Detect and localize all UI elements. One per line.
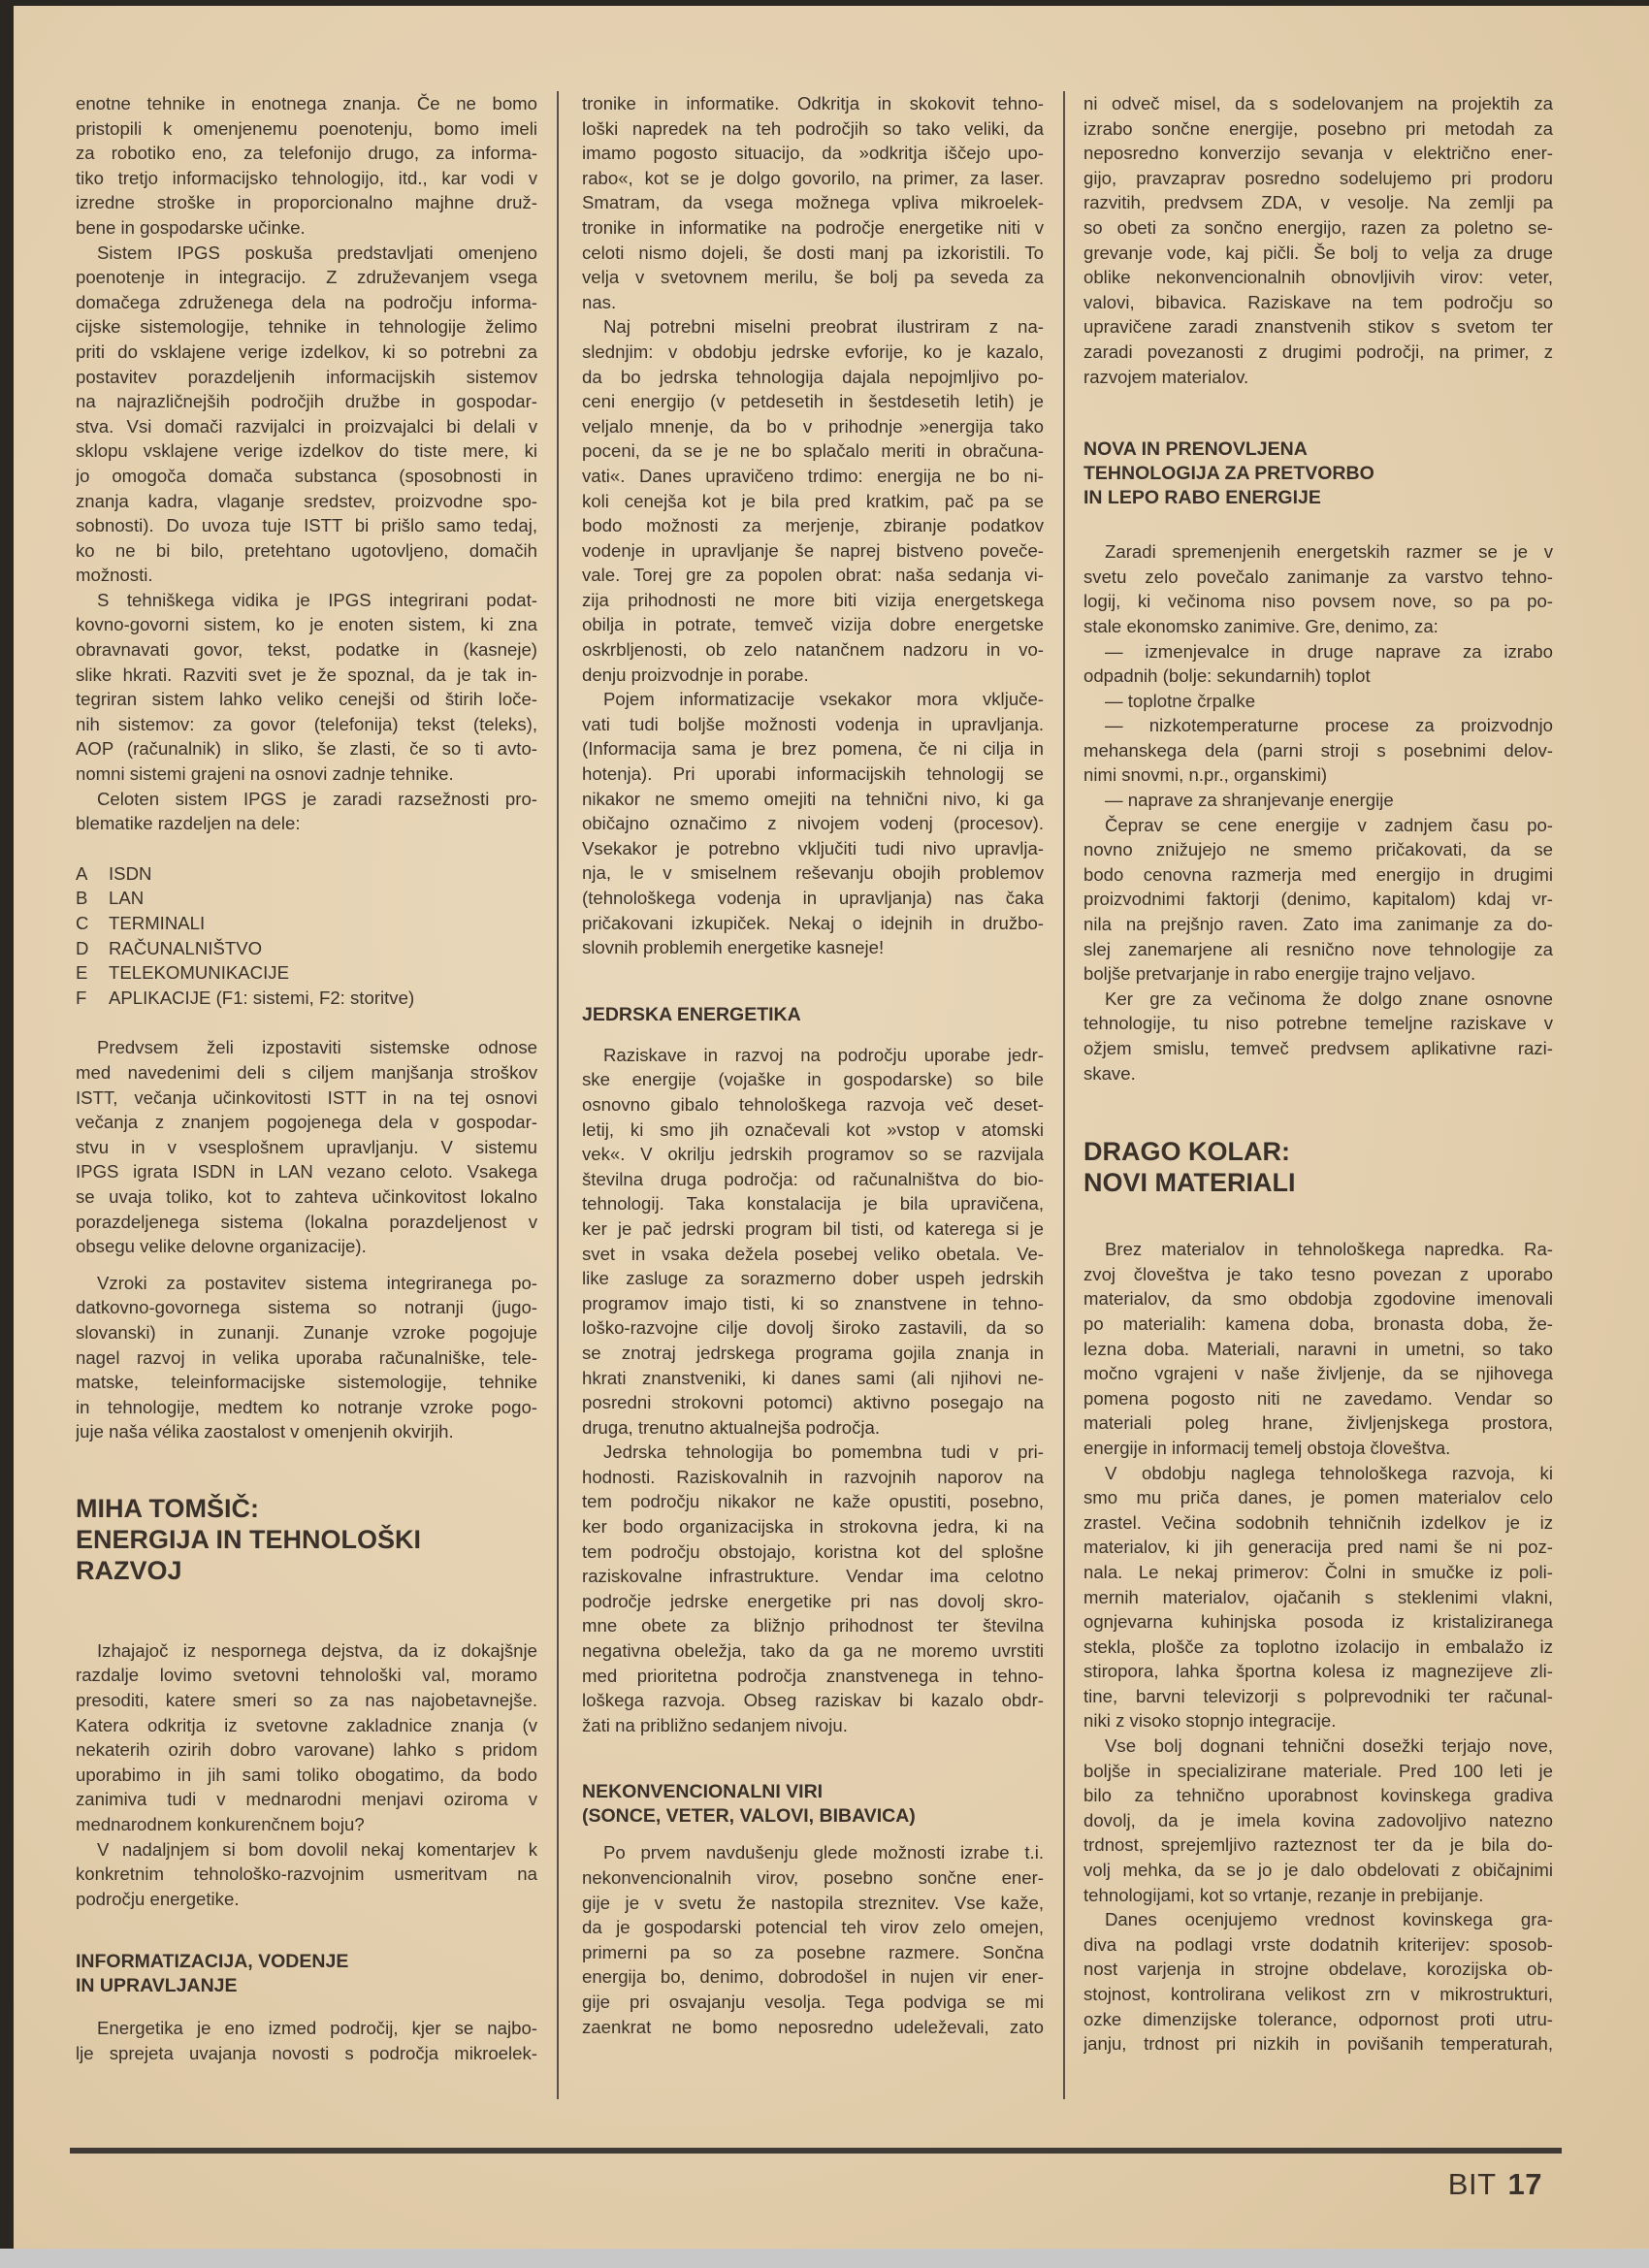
text-line: nih sistemov: za govor (telefonija) tekst (teleks), bbox=[76, 713, 537, 734]
heading-line: NOVI MATERIALI bbox=[1083, 1168, 1296, 1198]
text-line: Sistem IPGS poskuša predstavljati omenjeno bbox=[97, 242, 537, 263]
section-heading-informatizacija bbox=[76, 1950, 537, 1998]
paragraph bbox=[76, 787, 537, 836]
text-line: presoditi, katere smeri so za nas najobetavnejše. bbox=[76, 1690, 537, 1711]
text-line: osnovno gibalo tehnološkega razvoja več deset- bbox=[582, 1093, 1044, 1115]
text-line: nekaterih ozirih dobro varovane) lahko s pridom bbox=[76, 1739, 537, 1761]
text-line: — izmenjevalce in druge naprave za izrabo bbox=[1105, 640, 1553, 662]
text-line: vodenje in upravljanje še naprej bistveno poveče- bbox=[582, 539, 1044, 561]
list-text: TELEKOMUNIKACIJE bbox=[109, 962, 289, 984]
text-line: obilja in potrate, temveč vizija dobre energetske bbox=[582, 614, 1044, 635]
text-line: možnosti. bbox=[76, 565, 153, 586]
section-heading-jedrska bbox=[582, 1003, 1044, 1027]
text-line: stiropora, lahka športna kolesa iz magnezijeve zli- bbox=[1083, 1661, 1553, 1682]
text-line: Naj potrebni miselni preobrat ilustriram z na- bbox=[603, 316, 1044, 338]
text-line: za robotiko eno, za telefonijo drugo, za informa- bbox=[76, 143, 537, 164]
text-line: energije in informacij temelj obstoja človeštva. bbox=[1083, 1437, 1451, 1458]
text-line: tehnologij. Taka konstalacija je bila upravičena, bbox=[582, 1193, 1044, 1215]
text-line: slej zanemarjene ali resnično nove tehnologije za bbox=[1083, 938, 1553, 959]
heading-line: NEKONVENCIONALNI VIRI bbox=[582, 1781, 824, 1803]
text-line: diva na podlagi vrste dodatnih kriterijev: sposob- bbox=[1083, 1933, 1553, 1955]
paragraph bbox=[1083, 1907, 1553, 2057]
text-line: znanja kadra, vlaganje sredstev, proizvodne spo- bbox=[76, 490, 537, 511]
text-line: — nizkotemperaturne procese za proizvodnjo bbox=[1105, 715, 1553, 736]
list-text: TERMINALI bbox=[109, 913, 206, 933]
paragraph bbox=[582, 1440, 1044, 1737]
paragraph bbox=[76, 91, 537, 241]
text-line: ožjem smislu, temveč predvsem aplikativne razi- bbox=[1083, 1038, 1553, 1058]
text-line: Po prvem navdušenju glede možnosti izrabe t.i. bbox=[603, 1842, 1044, 1863]
paragraph bbox=[76, 2016, 537, 2065]
article-heading-tomsic bbox=[76, 1493, 537, 1586]
text-line: stva. Vsi domači razvijalci in proizvajalci bi delali v bbox=[76, 415, 537, 437]
text-line: postavitev porazdeljenih informacijskih sistemov bbox=[76, 366, 537, 387]
text-line: močno vgrajeni v naše življenje, da se njihovega bbox=[1083, 1363, 1553, 1384]
paragraph bbox=[1083, 813, 1553, 987]
text-line: gije je v svetu že nastopila streznitev. Vse kaže, bbox=[582, 1892, 1044, 1913]
text-line: odpadnih (bolje: sekundarnih) toplot bbox=[1083, 665, 1371, 687]
article-heading-kolar bbox=[1083, 1136, 1553, 1198]
text-line: področje jedrske energetike pri nas dovolj skro- bbox=[582, 1590, 1044, 1611]
text-line: Pojem informatizacije vsekakor mora vključe- bbox=[603, 689, 1044, 710]
text-line: Energetika je eno izmed področij, kjer se najbo- bbox=[97, 2018, 537, 2039]
text-line: mednarodnem konkurenčnem boju? bbox=[76, 1814, 365, 1835]
text-line: pomena pogosto niti ne zavedamo. Vendar so bbox=[1083, 1387, 1553, 1409]
text-line: S tehniškega vidika je IPGS integrirani podat- bbox=[97, 589, 537, 610]
text-line: konkretnim tehnološko-razvojnim usmeritvam na bbox=[76, 1863, 537, 1885]
text-line: zaradi povezanosti z drugimi področji, na primer, z bbox=[1083, 340, 1553, 362]
paragraph bbox=[76, 1837, 537, 1912]
text-line: programov imajo tisti, ki so znanstvene in tehno- bbox=[582, 1292, 1044, 1313]
paragraph bbox=[582, 687, 1044, 960]
list-letter: F bbox=[76, 987, 87, 1008]
list-item bbox=[76, 986, 537, 1011]
text-line: IPGS igrata ISDN in LAN vezano celoto. Vsakega bbox=[76, 1161, 537, 1183]
text-line: vati«. Danes upravičeno trdimo: energija ne bo ni- bbox=[582, 465, 1044, 486]
text-line: bodo cenovna razmerja med energijo in drugimi bbox=[1083, 863, 1553, 885]
heading-line: JEDRSKA ENERGETIKA bbox=[582, 1003, 801, 1025]
heading-line: TEHNOLOGIJA ZA PRETVORBO bbox=[1083, 463, 1374, 485]
text-line: nja, le v smiselnem reševanju obojih problemov bbox=[582, 862, 1044, 884]
heading-line: IN UPRAVLJANJE bbox=[76, 1975, 238, 1997]
text-line: ni odveč misel, da s sodelovanjem na projektih za bbox=[1083, 93, 1553, 113]
text-line: koli cenejša kot je bila pred kratkim, pač pa se bbox=[582, 490, 1044, 511]
text-line: loško-razvojne cilje dovolj široko zastavili, da so bbox=[582, 1317, 1044, 1339]
text-line: materialov, ki jih generacija pred nami še ni poz- bbox=[1083, 1537, 1553, 1558]
text-line: poceni, da se je ne bo splačalo meriti in obračuna- bbox=[582, 440, 1044, 462]
page-number: 17 bbox=[1507, 2167, 1542, 2201]
list-letter: C bbox=[76, 913, 89, 933]
text-line: primerni pa so za posebne razmere. Sončna bbox=[582, 1941, 1044, 1962]
heading-line: INFORMATIZACIJA, VODENJE bbox=[76, 1951, 349, 1973]
text-line: nila na prejšnjo raven. Zato ima zanimanje za do- bbox=[1083, 914, 1553, 935]
column-2 bbox=[582, 91, 1044, 2039]
text-line: like zasluge za sorazmerno dober uspeh jedrskih bbox=[582, 1268, 1044, 1289]
text-line: Raziskave in razvoj na področju uporabe jedr- bbox=[603, 1044, 1044, 1065]
list-text: RAČUNALNIŠTVO bbox=[109, 937, 263, 958]
paragraph bbox=[1083, 1461, 1553, 1734]
text-line: se uvaja toliko, kot to zahteva učinkovitost lokalno bbox=[76, 1185, 537, 1207]
text-line: logij, ki večinoma niso povsem nove, so pa po- bbox=[1083, 591, 1553, 612]
text-line: energija bo, denimo, dobrodošel in nujen vir ener- bbox=[582, 1966, 1044, 1988]
text-line: Čeprav se cene energije v zadnjem času po- bbox=[1105, 814, 1553, 835]
text-line: tine, barvni televizorji s polprevodniki ter računal- bbox=[1083, 1685, 1553, 1706]
text-line: ker bodo organizacijska in strokovna jedra, ki na bbox=[582, 1516, 1044, 1538]
footer-rule bbox=[70, 2148, 1562, 2154]
paragraph bbox=[582, 314, 1044, 687]
text-line: večanja z znanjem pogojenega dela v gospodar- bbox=[76, 1112, 537, 1133]
list-letter: A bbox=[76, 862, 88, 884]
page-folio bbox=[1448, 2167, 1542, 2202]
text-line: Smatram, da vsega možnega vpliva mikroelek- bbox=[582, 192, 1044, 213]
list-letter: E bbox=[76, 962, 88, 984]
text-line: boljše pretvarjanje in rabo energije trajno veljavo. bbox=[1083, 963, 1476, 985]
text-line: ker je pač jedrski program bil tisti, od katerega si je bbox=[582, 1217, 1044, 1239]
text-line: niki z visoko stopnjo integracije. bbox=[1083, 1710, 1337, 1732]
list-text: LAN bbox=[109, 888, 145, 909]
text-line: da je gospodarski potencial teh virov zelo omejen, bbox=[582, 1917, 1044, 1938]
text-line: gijo, pravzaprav posredno sodelujemo pri prodoru bbox=[1083, 167, 1553, 188]
text-line: raziskovalne infrastrukture. Vendar ima celotno bbox=[582, 1566, 1044, 1587]
heading-line: RAZVOJ bbox=[76, 1555, 182, 1585]
text-line: obravnavati govor, tekst, podatke in (kasneje) bbox=[76, 639, 537, 661]
text-line: tiko tretjo informacijsko tehnologijo, itd., kar vodi v bbox=[76, 167, 537, 188]
magazine-page bbox=[14, 6, 1649, 2254]
text-line: proizvodnimi faktorji (denimo, kapitalom) kdaj vr- bbox=[1083, 889, 1553, 910]
heading-line: IN LEPO RABO ENERGIJE bbox=[1083, 487, 1321, 509]
text-line: med prioritetna področja znanstvenega in tehno- bbox=[582, 1665, 1044, 1686]
text-line: bodo možnosti za merjenje, zbiranje podatkov bbox=[582, 515, 1044, 536]
text-line: slednjim: v obdobju jedrske evforije, ko je kazalo, bbox=[582, 340, 1044, 362]
text-line: loški napredek na teh področjih so tako veliki, da bbox=[582, 117, 1044, 139]
text-line: datkovno-govornega sistema so notranji (jugo- bbox=[76, 1297, 537, 1318]
heading-line: NOVA IN PRENOVLJENA bbox=[1083, 438, 1308, 461]
text-line: ko ne bi bilo, pretehtano ugotovljeno, domačih bbox=[76, 539, 537, 561]
text-line: volj mehka, da se jo je dalo obdelovati z običajnimi bbox=[1083, 1860, 1553, 1881]
text-line: zvoj človeštva je tako tesno povezan z uporabo bbox=[1083, 1263, 1553, 1284]
paragraph bbox=[582, 91, 1044, 314]
paragraph bbox=[1083, 539, 1553, 638]
section-heading-nekonvencionalni bbox=[582, 1780, 1044, 1829]
text-line: matske, teleinformacijske sistemologije, tehnike bbox=[76, 1372, 537, 1393]
text-line: žati na približno sedanjem nivoju. bbox=[582, 1714, 848, 1735]
text-line: celoti nismo dojeli, še dosti manj pa izkoristili. To bbox=[582, 242, 1044, 263]
list-text: ISDN bbox=[109, 862, 152, 884]
text-line: Zaradi spremenjenih energetskih razmer se je v bbox=[1105, 541, 1553, 563]
text-line: materialov, da smo obdobja zgodovine imenovali bbox=[1083, 1288, 1553, 1310]
dash-list-item bbox=[1083, 639, 1553, 689]
text-line: valovi, bibavica. Raziskave na tem področju so bbox=[1083, 291, 1553, 312]
text-line: druga, trenutno aktualnejša področja. bbox=[582, 1416, 881, 1438]
text-line: mne obete za bližnjo prihodnost ter številna bbox=[582, 1615, 1044, 1636]
list-item bbox=[76, 936, 537, 961]
text-line: ske energije (vojaške in gospodarske) so bile bbox=[582, 1069, 1044, 1090]
text-line: razvojem materialov. bbox=[1083, 366, 1249, 387]
text-line: letij, ki smo jih označevali kot »vstop v atomski bbox=[582, 1118, 1044, 1140]
text-line: janju, trdnost pri nizkih in povišanih temperaturah, bbox=[1083, 2033, 1553, 2055]
text-line: in tehnologije, medtem ko notranje vzroke pogo- bbox=[76, 1396, 537, 1417]
parts-list bbox=[76, 861, 537, 1011]
text-line: lezna doba. Materiali, naravni in umetni, so tako bbox=[1083, 1338, 1553, 1359]
text-line: razvitih, predvsem ZDA, v vesolje. Na zemlji pa bbox=[1083, 192, 1553, 213]
paragraph bbox=[76, 1638, 537, 1837]
text-line: na najrazličnejših področjih družbe in gospodar- bbox=[76, 391, 537, 412]
text-line: skave. bbox=[1083, 1062, 1136, 1084]
text-line: denju proizvodnje in porabe. bbox=[582, 664, 809, 685]
text-line: številna druga področja: od računalništva do bio- bbox=[582, 1168, 1044, 1189]
text-line: izredne stroške in proporcionalno majhne druž- bbox=[76, 192, 537, 213]
text-line: — toplotne črpalke bbox=[1105, 690, 1256, 711]
text-line: tehnologije, tu niso potrebne temeljne raziskave v bbox=[1083, 1013, 1553, 1034]
text-line: običajno označimo z nivojem vodenj (procesov). bbox=[582, 813, 1044, 834]
text-line: nomni sistemi grajeni na osnovi zadnje tehnike. bbox=[76, 763, 454, 785]
text-line: nas. bbox=[582, 291, 617, 312]
paragraph bbox=[76, 1271, 537, 1444]
scan-background bbox=[0, 2249, 1649, 2268]
text-line: Vsekakor je potrebno vključiti tudi nivo upravlja- bbox=[582, 837, 1044, 859]
text-line: slovnih problemih energetike kasneje! bbox=[582, 937, 885, 958]
text-line: zaenkrat ne bomo neposredno udeleževali, zato bbox=[582, 2016, 1044, 2037]
text-line: tem področju nikakor ne kaže opustiti, posebno, bbox=[582, 1491, 1044, 1512]
text-line: rabo«, kot se je dolgo govorilo, na primer, za laser. bbox=[582, 167, 1044, 188]
list-item bbox=[76, 911, 537, 936]
text-line: boljše in specializirane materiale. Pred 100 leti je bbox=[1083, 1760, 1553, 1781]
text-line: slike hkrati. Razviti svet je že spoznal, da je tak in- bbox=[76, 664, 537, 685]
text-line: hodnosti. Raziskovalnih in razvojnih naporov na bbox=[582, 1466, 1044, 1487]
text-line: upravičene zaradi znanstvenih stikov s svetom ter bbox=[1083, 316, 1553, 338]
text-line: tehnologijami, kot so vrtanje, rezanje in prebijanje. bbox=[1083, 1884, 1484, 1905]
text-line: hkrati znanstveniki, ki danes sami (ali njihovi ne- bbox=[582, 1367, 1044, 1388]
text-line: vati tudi boljše možnosti vodenja in upravljanja. bbox=[582, 713, 1044, 734]
text-line: Ker gre za večinoma že dolgo znane osnovne bbox=[1105, 988, 1553, 1009]
text-line: nimi snovmi, n.pr., organskimi) bbox=[1083, 764, 1328, 786]
column-divider bbox=[557, 91, 559, 2099]
heading-line: ENERGIJA IN TEHNOLOŠKI bbox=[76, 1524, 422, 1554]
text-line: posredni strokovni potomci) aktivno posegajo na bbox=[582, 1392, 1044, 1413]
paragraph bbox=[1083, 91, 1553, 389]
paragraph bbox=[1083, 987, 1553, 1085]
text-line: zija prihodnosti ne more biti vizija energetskega bbox=[582, 589, 1044, 610]
text-line: bene in gospodarske učinke. bbox=[76, 216, 306, 238]
section-heading-nova-tehnologija bbox=[1083, 437, 1553, 510]
text-line: bilo za tehnično uporabnost kovinskega gradiva bbox=[1083, 1785, 1553, 1806]
list-item bbox=[76, 861, 537, 887]
text-line: med navedenimi deli s ciljem manjšanja stroškov bbox=[76, 1061, 537, 1083]
text-line: obsegu velike delovne organizacije). bbox=[76, 1236, 367, 1257]
column-3 bbox=[1083, 91, 1553, 2057]
text-line: Izhajajoč iz nespornega dejstva, da iz dokajšnje bbox=[97, 1639, 537, 1661]
column-1 bbox=[76, 91, 537, 2066]
text-line: — naprave za shranjevanje energije bbox=[1105, 790, 1394, 811]
magazine-name: BIT bbox=[1447, 2167, 1497, 2201]
dash-list-item bbox=[1083, 788, 1553, 813]
dash-list-item bbox=[1083, 713, 1553, 788]
text-line: nikakor ne smemo omejiti na tehnični nivo, ki ga bbox=[582, 788, 1044, 809]
text-line: mehanskega dela (parni stroji s posebnimi delov- bbox=[1083, 739, 1553, 761]
text-line: dovolj, da je imela kovina zadovoljivo natezno bbox=[1083, 1809, 1553, 1831]
text-line: po materialih: kamena doba, bronasta doba, že- bbox=[1083, 1312, 1553, 1334]
text-line: trdnost, sprejemljivo razteznost ter da je bila do- bbox=[1083, 1834, 1553, 1856]
text-line: priti do vsklajene verige izdelkov, ki so potrebni za bbox=[76, 340, 537, 362]
text-line: ceni energijo (v petdesetih in šestdesetih letih) je bbox=[582, 391, 1044, 412]
text-line: uporabimo in jih sami toliko obogatimo, da bodo bbox=[76, 1764, 537, 1785]
text-line: Celoten sistem IPGS je zaradi razsežnosti pro- bbox=[97, 788, 537, 809]
text-line: ISTT, večanja učinkovitosti ISTT in na tej osnovi bbox=[76, 1086, 537, 1108]
text-line: stojnost, kontrolirana velikost zrn v mikrostrukturi, bbox=[1083, 1984, 1553, 2004]
dash-list bbox=[1083, 639, 1553, 813]
text-line: tem področju obstojajo, koristna kot del splošne bbox=[582, 1540, 1044, 1562]
paragraph bbox=[582, 1840, 1044, 2039]
text-line: kovno-govorni sistem, ko je enoten sistem, ki zna bbox=[76, 614, 537, 635]
text-line: novno znižujejo ne smemo pričakovati, da se bbox=[1083, 839, 1553, 860]
text-line: smo mu priča danes, je pomen materialov celo bbox=[1083, 1487, 1553, 1508]
dash-list-item bbox=[1083, 689, 1553, 714]
text-line: (tehnološkega vodenja in upravljanja) nas čaka bbox=[582, 888, 1044, 908]
text-line: stekla, plošče za toplotno izolacijo in embalažo iz bbox=[1083, 1636, 1553, 1657]
list-text: APLIKACIJE (F1: sistemi, F2: storitve) bbox=[109, 987, 415, 1008]
text-line: Brez materialov in tehnološkega napredka. Ra- bbox=[1105, 1239, 1553, 1260]
text-line: lje sprejeta uvajanja novosti s področja mikroelek- bbox=[76, 2043, 537, 2063]
text-line: sklopu vsklajene verige izdelkov do tiste mere, ki bbox=[76, 440, 537, 462]
text-line: nagel razvoj in velika uporaba računalniške, tele- bbox=[76, 1346, 537, 1368]
paragraph bbox=[582, 1043, 1044, 1441]
text-line: oblike nekonvencionalnih obnovljivih virov: veter, bbox=[1083, 267, 1553, 288]
text-line: Vse bolj dognani tehnični dosežki terjajo nove, bbox=[1105, 1735, 1553, 1757]
list-item bbox=[76, 886, 537, 911]
text-line: nost varjenja in strojne obdelave, korozijska ob- bbox=[1083, 1959, 1553, 1980]
text-line: Katera odkritja iz svetovne zakladnice znanja (v bbox=[76, 1714, 537, 1735]
text-line: enotne tehnike in enotnega znanja. Če ne bomo bbox=[76, 93, 537, 113]
text-line: tronike in informatike na področje energetike niti v bbox=[582, 216, 1044, 238]
text-line: (Informacija sama je brez pomena, če ni cilja in bbox=[582, 738, 1044, 760]
list-letter: B bbox=[76, 888, 88, 909]
text-line: ozke dimenzijske tolerance, odpornost proti utru- bbox=[1083, 2008, 1553, 2029]
text-line: juje naša vélika zaostalost v omenjenih okvirjih. bbox=[76, 1421, 454, 1442]
text-line: blematike razdeljen na dele: bbox=[76, 813, 301, 834]
text-line: negativna obeležja, tako da ga ne moremo uvrstiti bbox=[582, 1640, 1044, 1662]
text-line: mernih materialov, ojačanih s steklenimi vlakni, bbox=[1083, 1586, 1553, 1607]
paragraph bbox=[1083, 1733, 1553, 1907]
text-line: oskrbljenosti, ob zelo natančnem nadzoru in vo- bbox=[582, 639, 1044, 661]
text-line: materiali poleg hrane, življenjskega prostora, bbox=[1083, 1412, 1553, 1434]
text-line: tronike in informatike. Odkritja in skokovit tehno- bbox=[582, 93, 1044, 113]
text-line: tegriran sistem lahko veliko cenejši od štirih loče- bbox=[76, 689, 537, 710]
text-line: jo omogoča domača substanca (sposobnosti in bbox=[76, 465, 537, 486]
text-line: nekonvencionalnih virov, posebno sončne ener- bbox=[582, 1867, 1044, 1888]
column-divider bbox=[1063, 91, 1065, 2099]
text-line: Predvsem želi izpostaviti sistemske odnose bbox=[97, 1037, 537, 1058]
text-line: stale ekonomsko zanimive. Gre, denimo, za: bbox=[1083, 615, 1439, 636]
heading-line: DRAGO KOLAR: bbox=[1083, 1137, 1290, 1167]
text-line: so obeti za sončno energijo, razen za poletno se- bbox=[1083, 216, 1553, 238]
text-line: izrabo sončne energije, posebno pri metodah za bbox=[1083, 117, 1553, 139]
paragraph bbox=[1083, 1237, 1553, 1460]
text-line: imamo pogosto situacijo, da »odkritja iščejo upo- bbox=[582, 143, 1044, 164]
text-line: porazdeljenega sistema (lokalna porazdeljenost v bbox=[76, 1211, 537, 1232]
text-line: pričakovani izkupiček. Nekaj o idejnih in družbo- bbox=[582, 912, 1044, 933]
text-line: veljalo mnenje, da bo v prihodnje »energija tako bbox=[582, 415, 1044, 437]
text-line: domačega združenega dela na področju informa- bbox=[76, 291, 537, 312]
text-line: stvu in v vsesplošnem upravljanju. V sistemu bbox=[76, 1136, 537, 1157]
text-line: svetu zelo povečalo zanimanje za varstvo tehno- bbox=[1083, 566, 1553, 587]
text-line: vek«. V okrilju jedrskih programov so se razvijala bbox=[582, 1144, 1044, 1165]
text-line: razdalje lovimo svetovni tehnološki val, moramo bbox=[76, 1665, 537, 1686]
list-item bbox=[76, 960, 537, 986]
text-line: Vzroki za postavitev sistema integriranega po- bbox=[97, 1272, 537, 1293]
heading-line: MIHA TOMŠIČ: bbox=[76, 1493, 259, 1523]
paragraph bbox=[76, 241, 537, 588]
text-line: hotenja). Pri uporabi informacijskih tehnologij se bbox=[582, 763, 1044, 785]
paragraph bbox=[76, 1035, 537, 1258]
text-line: gije pri osvajanju vesolja. Tega podviga se mi bbox=[582, 1991, 1044, 2012]
text-line: AOP (računalnik) in sliko, še zlasti, če so ti avto- bbox=[76, 738, 537, 760]
text-line: cijske sistemologije, tehnike in tehnologije želimo bbox=[76, 316, 537, 338]
text-line: da bo jedrska tehnologija dajala nepojmljivo po- bbox=[582, 366, 1044, 387]
text-line: zanimiva tudi v mednarodni menjavi oziroma v bbox=[76, 1789, 537, 1810]
text-line: grevanje vode, kaj pičli. Še bolj to velja za druge bbox=[1083, 242, 1553, 263]
text-line: sobnosti). Do uvoza tuje ISTT bi prišlo samo tedaj, bbox=[76, 515, 537, 536]
text-line: svet in vsaka dežela posebej veliko obetala. Ve- bbox=[582, 1243, 1044, 1264]
text-line: loškega razvoja. Obseg raziskav bi kazalo obdr- bbox=[582, 1690, 1044, 1711]
text-line: se znotraj jedrskega programa gojila znanja in bbox=[582, 1342, 1044, 1363]
paragraph bbox=[76, 588, 537, 787]
text-line: ognjevarna kuhinjska posoda iz kristaliziranega bbox=[1083, 1611, 1553, 1633]
heading-line: (SONCE, VETER, VALOVI, BIBAVICA) bbox=[582, 1805, 916, 1828]
text-line: velja v svetovnem merilu, še bolj pa seveda za bbox=[582, 267, 1044, 288]
list-letter: D bbox=[76, 937, 89, 958]
text-line: V obdobju naglega tehnološkega razvoja, ki bbox=[1105, 1462, 1553, 1483]
text-line: neposredno konverzijo sevanja v električno ener- bbox=[1083, 143, 1553, 164]
text-line: vale. Torej gre za popolen obrat: naša sedanja vi- bbox=[582, 565, 1044, 586]
text-line: področju energetike. bbox=[76, 1888, 240, 1909]
text-line: poenotenje in integracijo. Z združevanjem vsega bbox=[76, 267, 537, 288]
text-line: nala. Le nekaj primerov: Čolni in smučke iz poli- bbox=[1083, 1561, 1553, 1582]
text-line: V nadaljnjem si bom dovolil nekaj komentarjev k bbox=[97, 1838, 537, 1860]
text-line: Jedrska tehnologija bo pomembna tudi v pri- bbox=[603, 1442, 1044, 1463]
text-line: zrastel. Večina sodobnih tehničnih izdelkov je iz bbox=[1083, 1511, 1553, 1533]
text-line: slovanski) in zunanji. Zunanje vzroke pogojuje bbox=[76, 1321, 537, 1343]
text-line: pristopili k omenjenemu poenotenju, bomo imeli bbox=[76, 117, 537, 139]
text-line: Danes ocenjujemo vrednost kovinskega gra- bbox=[1105, 1909, 1553, 1930]
